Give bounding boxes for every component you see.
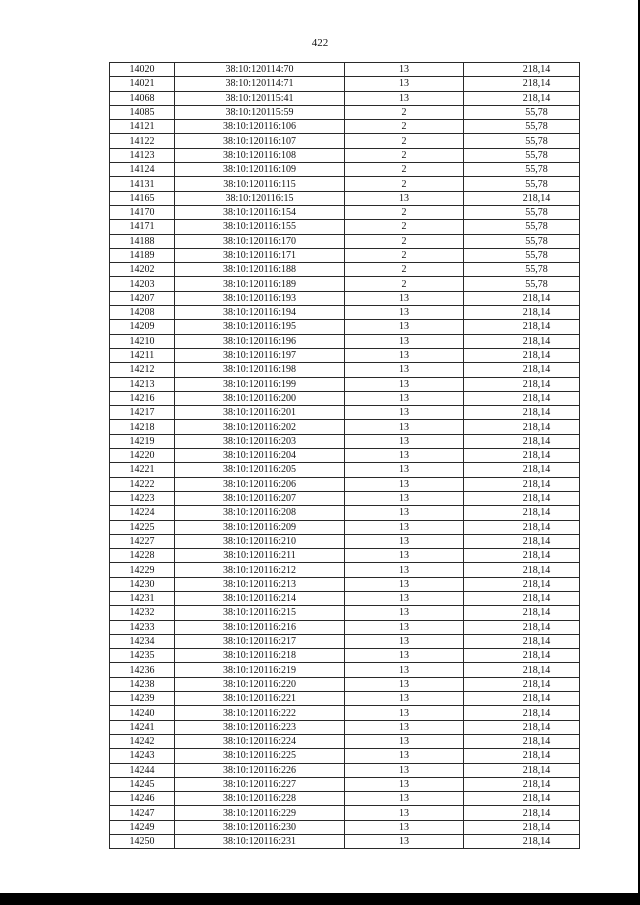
row-number-cell: 14121 (110, 120, 175, 134)
cadastral-number-cell: 38:10:120116:108 (175, 148, 345, 162)
table-row (110, 248, 580, 262)
row-number-cell: 14068 (110, 91, 175, 105)
cadastral-number-cell: 38:10:120116:228 (175, 792, 345, 806)
row-number-cell: 14227 (110, 534, 175, 548)
cadastral-number-cell: 38:10:120116:218 (175, 649, 345, 663)
area-cell: 13 (345, 634, 464, 648)
area-cell: 13 (345, 692, 464, 706)
table-row (110, 63, 580, 77)
row-number-cell: 14228 (110, 549, 175, 563)
row-number-cell: 14240 (110, 706, 175, 720)
table-row (110, 491, 580, 505)
cadastral-number-cell: 38:10:120116:195 (175, 320, 345, 334)
amount-cell: 218,14 (464, 334, 580, 348)
row-number-cell: 14249 (110, 820, 175, 834)
table-row (110, 692, 580, 706)
area-cell: 13 (345, 649, 464, 663)
cadastral-number-cell: 38:10:120116:204 (175, 449, 345, 463)
area-cell: 2 (345, 220, 464, 234)
amount-cell: 218,14 (464, 306, 580, 320)
area-cell: 13 (345, 763, 464, 777)
cadastral-number-cell: 38:10:120116:212 (175, 563, 345, 577)
row-number-cell: 14203 (110, 277, 175, 291)
amount-cell: 218,14 (464, 591, 580, 605)
amount-cell: 55,78 (464, 105, 580, 119)
area-cell: 2 (345, 248, 464, 262)
cadastral-number-cell: 38:10:120116:155 (175, 220, 345, 234)
area-cell: 13 (345, 720, 464, 734)
table-body (110, 63, 580, 849)
area-cell: 2 (345, 205, 464, 219)
area-cell: 2 (345, 134, 464, 148)
row-number-cell: 14165 (110, 191, 175, 205)
area-cell: 13 (345, 792, 464, 806)
table-row (110, 777, 580, 791)
cadastral-number-cell: 38:10:120116:201 (175, 406, 345, 420)
area-cell: 13 (345, 77, 464, 91)
area-cell: 13 (345, 449, 464, 463)
row-number-cell: 14211 (110, 348, 175, 362)
area-cell: 13 (345, 677, 464, 691)
amount-cell: 218,14 (464, 706, 580, 720)
table-row (110, 120, 580, 134)
amount-cell: 55,78 (464, 148, 580, 162)
cadastral-number-cell: 38:10:120116:206 (175, 477, 345, 491)
area-cell: 13 (345, 463, 464, 477)
row-number-cell: 14189 (110, 248, 175, 262)
area-cell: 13 (345, 835, 464, 849)
amount-cell: 55,78 (464, 220, 580, 234)
amount-cell: 55,78 (464, 263, 580, 277)
amount-cell: 218,14 (464, 434, 580, 448)
area-cell: 13 (345, 663, 464, 677)
table-row (110, 220, 580, 234)
row-number-cell: 14250 (110, 835, 175, 849)
area-cell: 13 (345, 63, 464, 77)
area-cell: 13 (345, 506, 464, 520)
amount-cell: 218,14 (464, 649, 580, 663)
cadastral-number-cell: 38:10:120116:15 (175, 191, 345, 205)
amount-cell: 218,14 (464, 63, 580, 77)
table-row (110, 434, 580, 448)
amount-cell: 55,78 (464, 134, 580, 148)
amount-cell: 55,78 (464, 248, 580, 262)
table-row (110, 806, 580, 820)
area-cell: 13 (345, 377, 464, 391)
row-number-cell: 14220 (110, 449, 175, 463)
table-row (110, 91, 580, 105)
row-number-cell: 14243 (110, 749, 175, 763)
amount-cell: 218,14 (464, 406, 580, 420)
amount-cell: 55,78 (464, 163, 580, 177)
table-row (110, 563, 580, 577)
row-number-cell: 14244 (110, 763, 175, 777)
row-number-cell: 14208 (110, 306, 175, 320)
cadastral-number-cell: 38:10:120116:189 (175, 277, 345, 291)
table-row (110, 477, 580, 491)
area-cell: 13 (345, 606, 464, 620)
cadastral-number-cell: 38:10:120116:225 (175, 749, 345, 763)
cadastral-number-cell: 38:10:120116:215 (175, 606, 345, 620)
cadastral-number-cell: 38:10:120116:154 (175, 205, 345, 219)
amount-cell: 218,14 (464, 677, 580, 691)
cadastral-number-cell: 38:10:120116:231 (175, 835, 345, 849)
row-number-cell: 14247 (110, 806, 175, 820)
area-cell: 13 (345, 563, 464, 577)
row-number-cell: 14209 (110, 320, 175, 334)
cadastral-number-cell: 38:10:120116:227 (175, 777, 345, 791)
amount-cell: 218,14 (464, 420, 580, 434)
amount-cell: 218,14 (464, 534, 580, 548)
row-number-cell: 14246 (110, 792, 175, 806)
table-row (110, 348, 580, 362)
cadastral-number-cell: 38:10:120114:70 (175, 63, 345, 77)
amount-cell: 218,14 (464, 477, 580, 491)
area-cell: 13 (345, 820, 464, 834)
amount-cell: 218,14 (464, 291, 580, 305)
amount-cell: 218,14 (464, 491, 580, 505)
area-cell: 2 (345, 177, 464, 191)
cadastral-number-cell: 38:10:120116:199 (175, 377, 345, 391)
row-number-cell: 14210 (110, 334, 175, 348)
row-number-cell: 14188 (110, 234, 175, 248)
amount-cell: 218,14 (464, 320, 580, 334)
amount-cell: 218,14 (464, 577, 580, 591)
table-row (110, 263, 580, 277)
cadastral-number-cell: 38:10:120116:107 (175, 134, 345, 148)
page-number: 422 (311, 37, 329, 49)
row-number-cell: 14207 (110, 291, 175, 305)
cadastral-number-cell: 38:10:120116:203 (175, 434, 345, 448)
area-cell: 13 (345, 806, 464, 820)
cadastral-number-cell: 38:10:120116:188 (175, 263, 345, 277)
area-cell: 2 (345, 234, 464, 248)
table-row (110, 406, 580, 420)
table-row (110, 277, 580, 291)
cadastral-number-cell: 38:10:120116:194 (175, 306, 345, 320)
area-cell: 13 (345, 406, 464, 420)
cadastral-number-cell: 38:10:120116:222 (175, 706, 345, 720)
table-row (110, 191, 580, 205)
amount-cell: 218,14 (464, 620, 580, 634)
area-cell: 13 (345, 306, 464, 320)
row-number-cell: 14218 (110, 420, 175, 434)
area-cell: 13 (345, 291, 464, 305)
table-row (110, 634, 580, 648)
row-number-cell: 14216 (110, 391, 175, 405)
cadastral-number-cell: 38:10:120116:219 (175, 663, 345, 677)
area-cell: 13 (345, 706, 464, 720)
amount-cell: 218,14 (464, 449, 580, 463)
table-row (110, 534, 580, 548)
row-number-cell: 14234 (110, 634, 175, 648)
table-row (110, 77, 580, 91)
cadastral-number-cell: 38:10:120115:41 (175, 91, 345, 105)
area-cell: 13 (345, 591, 464, 605)
cadastral-number-cell: 38:10:120114:71 (175, 77, 345, 91)
cadastral-number-cell: 38:10:120116:221 (175, 692, 345, 706)
amount-cell: 55,78 (464, 277, 580, 291)
amount-cell: 218,14 (464, 77, 580, 91)
amount-cell: 55,78 (464, 177, 580, 191)
amount-cell: 218,14 (464, 692, 580, 706)
row-number-cell: 14202 (110, 263, 175, 277)
area-cell: 13 (345, 477, 464, 491)
area-cell: 13 (345, 334, 464, 348)
row-number-cell: 14223 (110, 491, 175, 505)
amount-cell: 218,14 (464, 806, 580, 820)
cadastral-number-cell: 38:10:120116:229 (175, 806, 345, 820)
row-number-cell: 14124 (110, 163, 175, 177)
table-row (110, 749, 580, 763)
row-number-cell: 14236 (110, 663, 175, 677)
area-cell: 13 (345, 620, 464, 634)
table-row (110, 706, 580, 720)
amount-cell: 218,14 (464, 91, 580, 105)
table-row (110, 105, 580, 119)
amount-cell: 218,14 (464, 820, 580, 834)
amount-cell: 218,14 (464, 763, 580, 777)
amount-cell: 218,14 (464, 377, 580, 391)
area-cell: 13 (345, 491, 464, 505)
row-number-cell: 14232 (110, 606, 175, 620)
area-cell: 13 (345, 191, 464, 205)
row-number-cell: 14238 (110, 677, 175, 691)
table-row (110, 291, 580, 305)
area-cell: 13 (345, 549, 464, 563)
table-row (110, 792, 580, 806)
table-row (110, 320, 580, 334)
cadastral-number-cell: 38:10:120116:106 (175, 120, 345, 134)
amount-cell: 218,14 (464, 749, 580, 763)
table-row (110, 163, 580, 177)
cadastral-number-cell: 38:10:120116:213 (175, 577, 345, 591)
amount-cell: 218,14 (464, 663, 580, 677)
row-number-cell: 14233 (110, 620, 175, 634)
area-cell: 13 (345, 434, 464, 448)
table-row (110, 506, 580, 520)
area-cell: 13 (345, 363, 464, 377)
row-number-cell: 14225 (110, 520, 175, 534)
area-cell: 2 (345, 163, 464, 177)
row-number-cell: 14212 (110, 363, 175, 377)
table-row (110, 591, 580, 605)
cadastral-number-cell: 38:10:120116:223 (175, 720, 345, 734)
area-cell: 13 (345, 777, 464, 791)
row-number-cell: 14224 (110, 506, 175, 520)
table-row (110, 234, 580, 248)
cadastral-number-cell: 38:10:120116:207 (175, 491, 345, 505)
cadastral-number-cell: 38:10:120116:214 (175, 591, 345, 605)
amount-cell: 218,14 (464, 835, 580, 849)
amount-cell: 218,14 (464, 363, 580, 377)
parcel-table (109, 62, 580, 849)
cadastral-number-cell: 38:10:120116:170 (175, 234, 345, 248)
row-number-cell: 14219 (110, 434, 175, 448)
table-row (110, 649, 580, 663)
table-row (110, 606, 580, 620)
row-number-cell: 14122 (110, 134, 175, 148)
parcel-table-container (109, 62, 579, 849)
area-cell: 13 (345, 734, 464, 748)
cadastral-number-cell: 38:10:120116:115 (175, 177, 345, 191)
row-number-cell: 14242 (110, 734, 175, 748)
row-number-cell: 14131 (110, 177, 175, 191)
cadastral-number-cell: 38:10:120116:217 (175, 634, 345, 648)
table-row (110, 363, 580, 377)
amount-cell: 218,14 (464, 549, 580, 563)
table-row (110, 620, 580, 634)
cadastral-number-cell: 38:10:120116:202 (175, 420, 345, 434)
table-row (110, 577, 580, 591)
scan-bottom-edge (0, 893, 640, 905)
table-row (110, 334, 580, 348)
table-row (110, 420, 580, 434)
area-cell: 13 (345, 749, 464, 763)
table-row (110, 549, 580, 563)
row-number-cell: 14085 (110, 105, 175, 119)
row-number-cell: 14123 (110, 148, 175, 162)
amount-cell: 218,14 (464, 463, 580, 477)
cadastral-number-cell: 38:10:120116:109 (175, 163, 345, 177)
area-cell: 2 (345, 277, 464, 291)
cadastral-number-cell: 38:10:120116:210 (175, 534, 345, 548)
table-row (110, 835, 580, 849)
cadastral-number-cell: 38:10:120116:193 (175, 291, 345, 305)
area-cell: 13 (345, 320, 464, 334)
amount-cell: 218,14 (464, 191, 580, 205)
row-number-cell: 14222 (110, 477, 175, 491)
cadastral-number-cell: 38:10:120116:197 (175, 348, 345, 362)
amount-cell: 218,14 (464, 720, 580, 734)
table-row (110, 720, 580, 734)
amount-cell: 218,14 (464, 777, 580, 791)
cadastral-number-cell: 38:10:120116:209 (175, 520, 345, 534)
table-row (110, 391, 580, 405)
row-number-cell: 14213 (110, 377, 175, 391)
cadastral-number-cell: 38:10:120116:224 (175, 734, 345, 748)
row-number-cell: 14020 (110, 63, 175, 77)
amount-cell: 218,14 (464, 563, 580, 577)
cadastral-number-cell: 38:10:120115:59 (175, 105, 345, 119)
area-cell: 13 (345, 520, 464, 534)
table-row (110, 663, 580, 677)
amount-cell: 218,14 (464, 506, 580, 520)
area-cell: 13 (345, 348, 464, 362)
amount-cell: 218,14 (464, 348, 580, 362)
amount-cell: 55,78 (464, 205, 580, 219)
amount-cell: 218,14 (464, 391, 580, 405)
row-number-cell: 14245 (110, 777, 175, 791)
cadastral-number-cell: 38:10:120116:216 (175, 620, 345, 634)
cadastral-number-cell: 38:10:120116:198 (175, 363, 345, 377)
area-cell: 13 (345, 534, 464, 548)
area-cell: 13 (345, 391, 464, 405)
amount-cell: 218,14 (464, 606, 580, 620)
cadastral-number-cell: 38:10:120116:208 (175, 506, 345, 520)
amount-cell: 218,14 (464, 520, 580, 534)
amount-cell: 55,78 (464, 120, 580, 134)
table-row (110, 177, 580, 191)
row-number-cell: 14241 (110, 720, 175, 734)
amount-cell: 218,14 (464, 792, 580, 806)
table-row (110, 463, 580, 477)
table-row (110, 820, 580, 834)
cadastral-number-cell: 38:10:120116:200 (175, 391, 345, 405)
table-row (110, 520, 580, 534)
area-cell: 2 (345, 148, 464, 162)
area-cell: 2 (345, 120, 464, 134)
table-row (110, 763, 580, 777)
table-row (110, 734, 580, 748)
row-number-cell: 14239 (110, 692, 175, 706)
row-number-cell: 14171 (110, 220, 175, 234)
table-row (110, 148, 580, 162)
area-cell: 13 (345, 91, 464, 105)
table-row (110, 306, 580, 320)
area-cell: 2 (345, 263, 464, 277)
cadastral-number-cell: 38:10:120116:230 (175, 820, 345, 834)
table-row (110, 205, 580, 219)
row-number-cell: 14229 (110, 563, 175, 577)
row-number-cell: 14221 (110, 463, 175, 477)
row-number-cell: 14231 (110, 591, 175, 605)
cadastral-number-cell: 38:10:120116:211 (175, 549, 345, 563)
area-cell: 2 (345, 105, 464, 119)
row-number-cell: 14170 (110, 205, 175, 219)
table-row (110, 449, 580, 463)
area-cell: 13 (345, 577, 464, 591)
table-row (110, 677, 580, 691)
amount-cell: 218,14 (464, 634, 580, 648)
row-number-cell: 14021 (110, 77, 175, 91)
cadastral-number-cell: 38:10:120116:205 (175, 463, 345, 477)
row-number-cell: 14235 (110, 649, 175, 663)
cadastral-number-cell: 38:10:120116:220 (175, 677, 345, 691)
cadastral-number-cell: 38:10:120116:226 (175, 763, 345, 777)
row-number-cell: 14217 (110, 406, 175, 420)
amount-cell: 218,14 (464, 734, 580, 748)
row-number-cell: 14230 (110, 577, 175, 591)
amount-cell: 55,78 (464, 234, 580, 248)
cadastral-number-cell: 38:10:120116:196 (175, 334, 345, 348)
cadastral-number-cell: 38:10:120116:171 (175, 248, 345, 262)
area-cell: 13 (345, 420, 464, 434)
table-row (110, 377, 580, 391)
table-row (110, 134, 580, 148)
